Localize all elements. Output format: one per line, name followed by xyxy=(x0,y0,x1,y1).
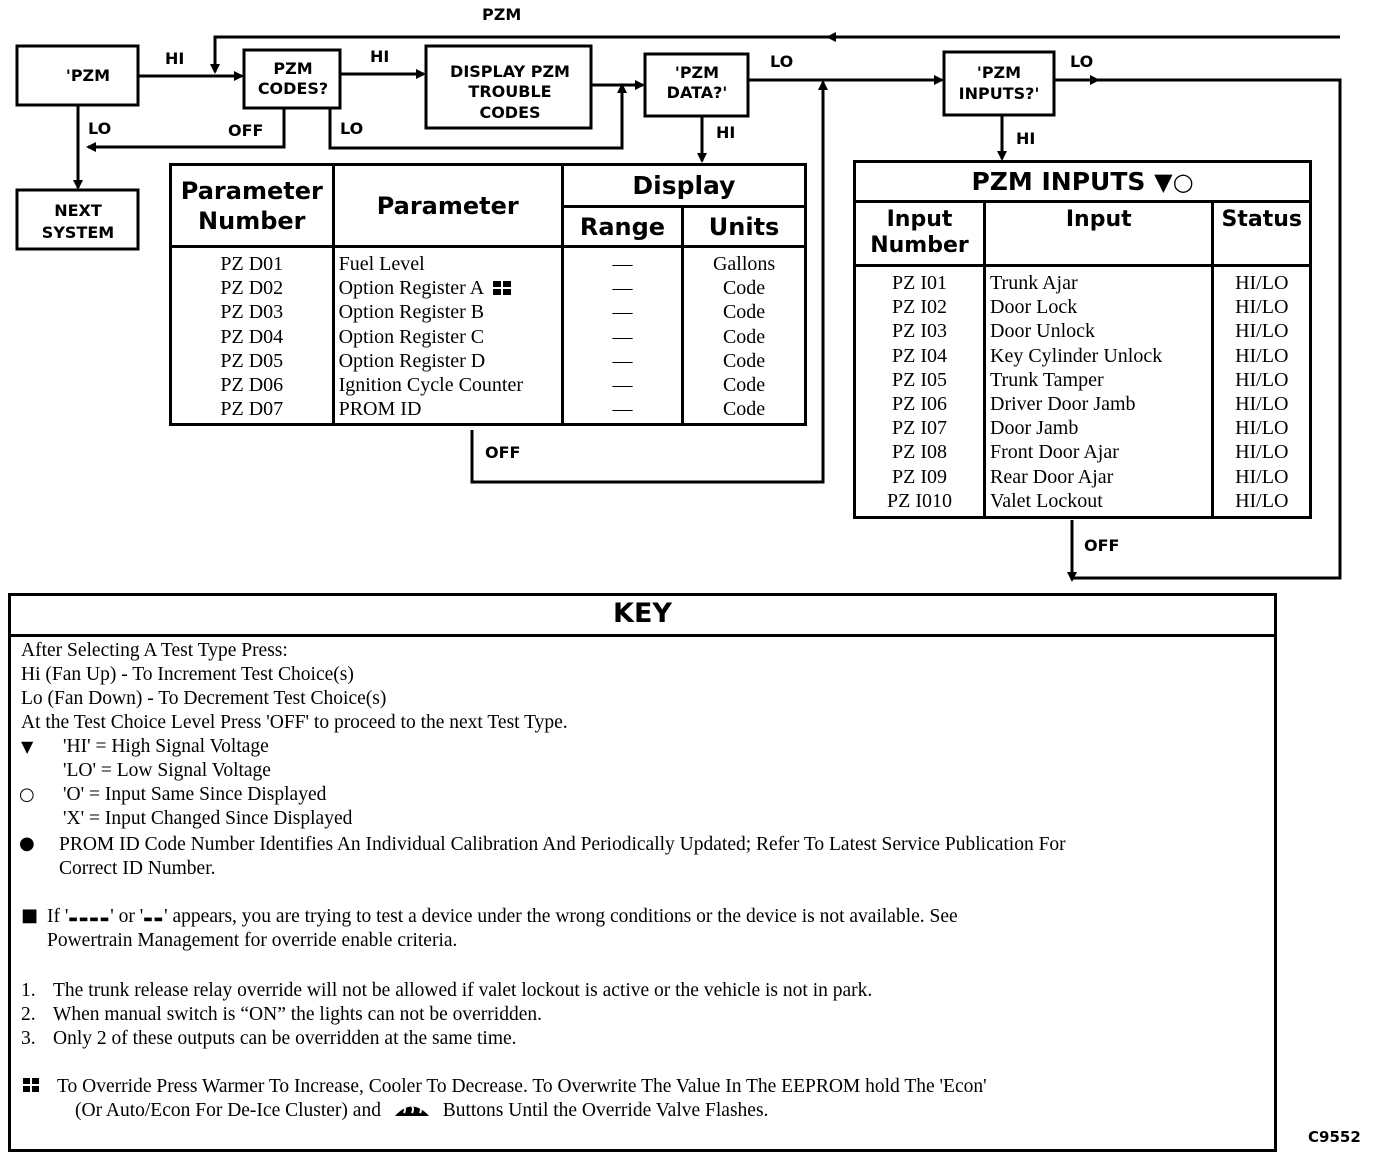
box-codes-line-1: PZM xyxy=(273,59,313,78)
key-note-3-num: 3. xyxy=(21,1028,36,1049)
key-intro-2: Hi (Fan Up) - To Increment Test Choice(s) xyxy=(21,664,354,685)
box-display-line-3: CODES xyxy=(479,103,541,122)
column-input: Trunk Ajar Door Lock Door Unlock Key Cylinder Unlock Trunk Tamper Driver Door Jamb Door Jamb Front Door Ajar Rear Door Ajar Valet Lockout xyxy=(985,266,1213,518)
key-note-1-num: 1. xyxy=(21,980,36,1001)
circle-icon: ○ xyxy=(19,784,35,805)
label-lo-codes: LO xyxy=(340,119,364,138)
data-parameter-table xyxy=(169,163,807,426)
column-parameter-number: PZ D01 PZ D02 PZ D03 PZ D04 PZ D05 PZ D06 PZ D07 xyxy=(171,247,334,425)
key-dot-2: Correct ID Number. xyxy=(59,858,216,879)
key-dot-1: PROM ID Code Number Identifies An Individual Calibration And Periodically Updated; Refer To Latest Service Publication For xyxy=(59,834,1066,855)
box-next-line-1: NEXT xyxy=(54,201,102,220)
label-off-codes: OFF xyxy=(228,121,264,140)
override-icon xyxy=(492,280,512,296)
column-parameter: Fuel Level Option Register A Option Register B Option Register C Option Register D Ignition Cycle Counter PROM ID xyxy=(333,247,562,425)
header-range: Range xyxy=(562,207,682,247)
box-display-line-2: TROUBLE xyxy=(468,82,552,101)
key-triangle-2: 'LO' = Low Signal Voltage xyxy=(63,760,271,781)
key-note-1: The trunk release relay override will not be allowed if valet lockout is active or the vehicle is not in park. xyxy=(53,980,873,1001)
column-input-number: PZ I01 PZ I02 PZ I03 PZ I04 PZ I05 PZ I06 PZ I07 PZ I08 PZ I09 PZ I010 xyxy=(855,266,985,518)
label-hi-inputs: HI xyxy=(1016,129,1036,148)
defrost-button-icon xyxy=(392,1101,432,1119)
override-key-icon xyxy=(22,1077,40,1093)
square-icon: ■ xyxy=(21,905,39,926)
box-pzm-label: 'PZM xyxy=(65,66,111,85)
key-note-2-num: 2. xyxy=(21,1004,36,1025)
header-display: Display xyxy=(562,165,805,207)
key-circle-2: 'X' = Input Changed Since Displayed xyxy=(63,808,353,829)
label-lo-inputs: LO xyxy=(1070,52,1094,71)
triangle-circle-icons: ▼○ xyxy=(1154,168,1194,196)
column-units: Gallons Code Code Code Code Code Code xyxy=(683,247,806,425)
key-intro-4: At the Test Choice Level Press 'OFF' to proceed to the next Test Type. xyxy=(21,712,568,733)
inputs-table xyxy=(853,160,1312,519)
box-display-line-1: DISPLAY PZM xyxy=(450,62,570,81)
key-intro-1: After Selecting A Test Type Press: xyxy=(21,640,288,661)
key-square-1: If '▬▬▬▬' or '▬▬' appears, you are trying to test a device under the wrong conditions or the device is not available. See xyxy=(47,906,958,927)
key-box xyxy=(8,593,1277,1152)
header-input: Input xyxy=(985,202,1213,266)
key-note-2: When manual switch is “ON” the lights can not be overridden. xyxy=(53,1004,542,1025)
key-title: KEY xyxy=(11,596,1274,637)
label-hi-2: HI xyxy=(370,47,390,66)
label-hi-data: HI xyxy=(716,123,736,142)
label-lo-pzm: LO xyxy=(88,119,112,138)
key-override-2: (Or Auto/Econ For De-Ice Cluster) and Buttons Until the Override Valve Flashes. xyxy=(75,1100,769,1121)
label-pzm-loop: PZM xyxy=(482,5,522,24)
header-units: Units xyxy=(683,207,806,247)
label-lo-data: LO xyxy=(770,52,794,71)
header-status: Status xyxy=(1213,202,1311,266)
header-parameter: Parameter xyxy=(333,165,562,247)
figure-code: C9552 xyxy=(1308,1128,1361,1146)
inputs-table-title: PZM INPUTS ▼○ xyxy=(855,162,1311,202)
label-hi-1: HI xyxy=(165,49,185,68)
header-parameter-number: Parameter Number xyxy=(171,165,334,247)
header-input-number: Input Number xyxy=(855,202,985,266)
column-status: HI/LO HI/LO HI/LO HI/LO HI/LO HI/LO HI/LO HI/LO HI/LO HI/LO xyxy=(1213,266,1311,518)
key-intro-3: Lo (Fan Down) - To Decrement Test Choice(s) xyxy=(21,688,387,709)
dot-icon: ● xyxy=(19,833,35,854)
column-range: — — — — — — — xyxy=(562,247,682,425)
triangle-icon: ▼ xyxy=(21,737,34,756)
dash-marks-short-icon: ▬▬ xyxy=(143,914,165,925)
key-square-2: Powertrain Management for override enable criteria. xyxy=(47,930,458,951)
box-next-line-2: SYSTEM xyxy=(41,223,115,242)
box-inputs-line-2: INPUTS?' xyxy=(958,84,1040,103)
box-codes-line-2: CODES? xyxy=(257,79,329,98)
box-data-line-1: 'PZM xyxy=(674,63,720,82)
key-note-3: Only 2 of these outputs can be overridden at the same time. xyxy=(53,1028,517,1049)
box-data-line-2: DATA?' xyxy=(666,83,728,102)
dash-marks-long-icon: ▬▬▬▬ xyxy=(68,914,111,925)
box-inputs-line-1: 'PZM xyxy=(976,63,1022,82)
key-triangle-1: 'HI' = High Signal Voltage xyxy=(63,736,269,757)
label-off-inputs: OFF xyxy=(1084,536,1120,555)
label-off-data: OFF xyxy=(485,443,521,462)
key-override-1: To Override Press Warmer To Increase, Cooler To Decrease. To Overwrite The Value In The EEPROM hold The 'Econ' xyxy=(57,1076,987,1097)
key-circle-1: 'O' = Input Same Since Displayed xyxy=(63,784,327,805)
